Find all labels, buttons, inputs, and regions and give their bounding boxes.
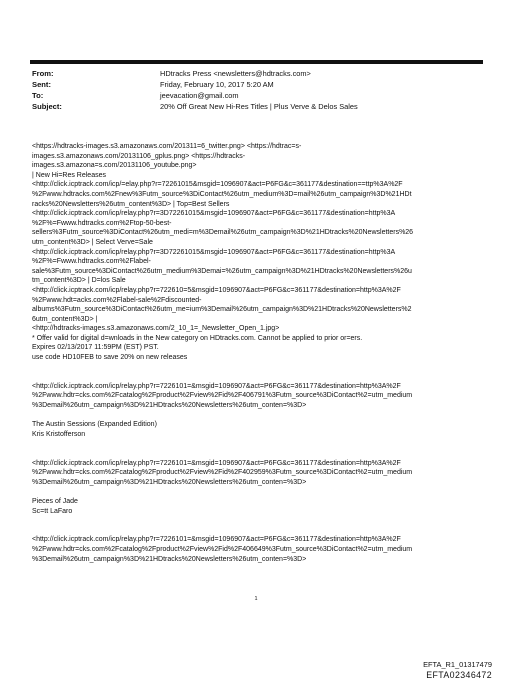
page-number: 1 xyxy=(254,596,258,602)
blank-line xyxy=(32,411,484,421)
subject-row xyxy=(32,101,482,112)
sent-value: Friday, February 10, 2017 5:20 AM xyxy=(160,80,274,89)
body-line: <http://click.icptrack.com/icp/relay.php?r=7226101=&msgid=1096907&act=P6FG&c=361177&destination=http%3A%2F xyxy=(32,382,401,390)
body-line: <http://click.icptrack.com/icp/relay.php?r=722610=5&msgid=1096907&act=P6FG&c=361177&destination=http%3A%2F xyxy=(32,286,401,294)
body-line: albums%3Futm_source%3DiContact%26utm_me=ium%3Demail%26utm_campaign%3D%21HDtracks%20Newsletters%2 xyxy=(32,306,412,314)
sent-row xyxy=(32,79,482,90)
body-line: %2F%=Fwww.hdtracks.com%2Flabel- xyxy=(32,258,151,266)
body-line: <https://hdtracks-images.s3.amazonaws.com/201311=6_twitter.png> <https://hdtrac=s- xyxy=(32,143,302,150)
body-line: Sc=tt LaFaro xyxy=(32,507,73,515)
body-line: utm_content%3D> | Select Verve=Sale xyxy=(32,238,153,246)
body-line: images.s3.amazona=s.com/20131106_youtube.png> xyxy=(32,162,197,170)
email-header xyxy=(32,68,482,112)
body-line: * Offer valid for digital d=wnloads in the New category on HDtracks.com. Cannot be applied to prior or=ers. xyxy=(32,334,363,342)
blank-line xyxy=(32,372,484,382)
to-row xyxy=(32,90,482,101)
body-line: Kris Kristofferson xyxy=(32,430,86,438)
body-line: Pieces of Jade xyxy=(32,497,78,505)
body-line: <http://click.icptrack.com/icp/relay.php?r=3D72261015&msgid=1096907&act=P6FG&c=361177&destination=http%3A xyxy=(32,210,396,218)
body-line: | New Hi=Res Releases xyxy=(32,171,106,179)
to-value: jeevacation@gmail.com xyxy=(160,91,239,100)
body-line: racks%20Newsletters%26utm_content%3D> | Top=Best Sellers xyxy=(32,200,230,208)
body-line: %2Fwww.hdtr=cks.com%2Fcatalog%2Fproduct%2Fview%2Fid%2F402959%3Futm_source%3DiContact%2=utm_medium xyxy=(32,469,413,477)
blank-line xyxy=(32,487,484,497)
header-rule xyxy=(30,60,483,64)
body-line: use code HD10FEB to save 20% on new releases xyxy=(32,354,188,362)
from-value: HDtracks Press <newsletters@hdtracks.com> xyxy=(160,69,311,78)
body-line: tm_content%3D> | D=los Sale xyxy=(32,277,126,285)
body-line: Expires 02/13/2017 11:59PM (EST) PST. xyxy=(32,344,159,352)
body-line: <http://click.icptrack.com/icp/relay.php?r=7226101=&msgid=1096907&act=P6FG&c=361177&destination=http%3A%2F xyxy=(32,459,401,467)
body-line: %2Fwww.hdtr=cks.com%2Fcatalog%2Fproduct%2Fview%2Fid%2F406791%3Futm_source%3DiContact%2=utm_medium xyxy=(32,392,413,400)
body-line: The Austin Sessions (Expanded Edition) xyxy=(32,421,157,429)
body-line: sale%3Futm_source%3DiContact%26utm_medium%3Demai=%26utm_campaign%3D%21HDtracks%20Newsletters%26u xyxy=(32,267,412,275)
body-line: images.s3.amazonaws.com/20131106_gplus.png> <https://hdtracks- xyxy=(32,152,246,160)
blank-line xyxy=(32,363,484,373)
sent-label: Sent: xyxy=(32,80,51,89)
blank-line xyxy=(32,439,484,449)
body-line: %3Demail%26utm_campaign%3D%21HDtracks%20Newsletters%26utm_conten=%3D> xyxy=(32,402,307,410)
blank-line xyxy=(32,449,484,459)
body-line: <http://click.icptrack.com/icp/relay.php?r=7226101=&msgid=1096907&act=P6FG&c=361177&destination=http%3A%2F xyxy=(32,536,401,544)
body-line: %3Demail%26utm_campaign%3D%21HDtracks%20Newsletters%26utm_conten=%3D> xyxy=(32,555,307,563)
body-line: <http://click.icptrack.com/icp/=elay.php?r=72261015&msgid=1096907&act=P6FG&c=361177&destination==ttp%3A%2F xyxy=(32,181,403,189)
blank-line xyxy=(32,516,484,526)
body-line: %2Fwww.hdtracks.com%2Fnew%3Futm_source%3DiContact%26utm_medium%3D=mail%26utm_campaign%3D%21HDt xyxy=(32,190,412,198)
document-footer xyxy=(423,660,492,680)
subject-value: 20% Off Great New Hi-Res Titles | Plus Verve & Delos Sales xyxy=(160,102,358,111)
from-label: From: xyxy=(32,69,54,78)
body-line: %2Fwww.hdt=acks.com%2Flabel-sale%2Fdiscounted- xyxy=(32,296,202,304)
body-line: <http://hdtracks-images.s3.amazonaws.com/2_10_1=_Newsletter_Open_1.jpg> xyxy=(32,325,280,333)
email-body xyxy=(32,142,484,564)
blank-line xyxy=(32,526,484,536)
efta-id-small: EFTA_R1_01317479 xyxy=(423,660,492,669)
efta-id-large: EFTA02346472 xyxy=(426,670,492,680)
body-line: %2Fwww.hdtr=cks.com%2Fcatalog%2Fproduct%2Fview%2Fid%2F406649%3Futm_source%3DiContact%2=utm_medium xyxy=(32,545,413,553)
from-row xyxy=(32,68,482,79)
body-line: sellers%3Futm_source%3DiContact%26utm_medi=m%3Demail%26utm_campaign%3D%21HDtracks%20Newsletters%26 xyxy=(32,229,414,237)
subject-label: Subject: xyxy=(32,102,62,111)
body-line: %3Demail%26utm_campaign%3D%21HDtracks%20Newsletters%26utm_conten=%3D> xyxy=(32,478,307,486)
body-line: <http://click.icptrack.com/icp/relay.php?r=3D72261015&msgid=1096907&act=P6FG&c=361177&destination=http%3A xyxy=(32,248,396,256)
to-label: To: xyxy=(32,91,44,100)
body-line: %2F%=Fwww.hdtracks.com%2Ftop-50-best- xyxy=(32,219,172,227)
body-line: 6utm_content%3D> | xyxy=(32,315,98,323)
